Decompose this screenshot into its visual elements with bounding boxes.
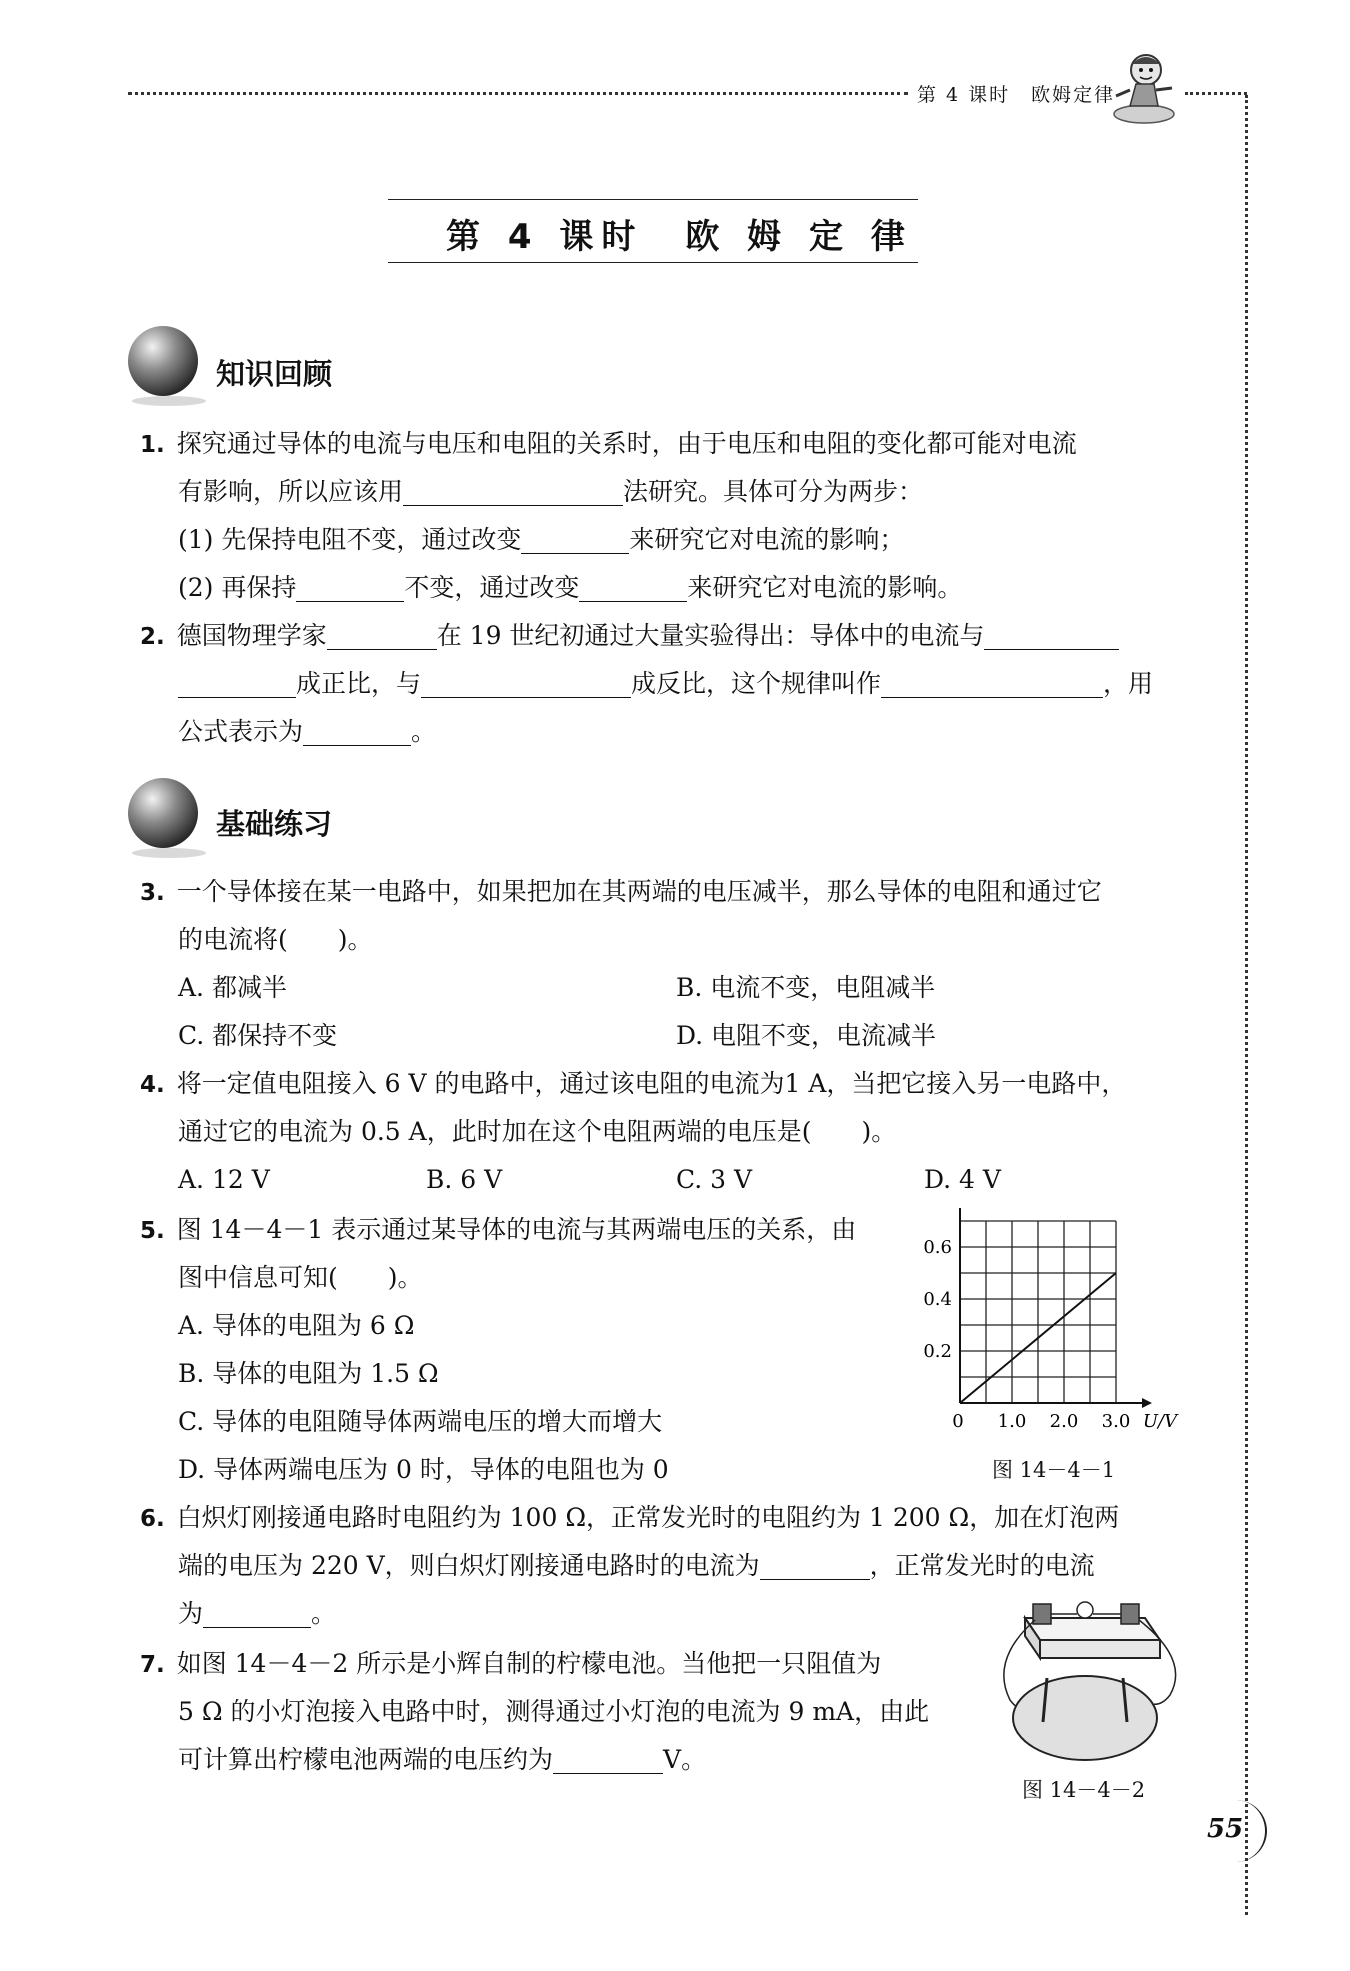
q2-line2: 成正比，与 成反比，这个规律叫作 ，用 (178, 660, 1153, 708)
q5-option-b: B. 导体的电阻为 1.5 Ω (178, 1359, 439, 1388)
answer-blank[interactable] (296, 571, 404, 602)
q2-number: 2. (140, 624, 165, 650)
q6-number: 6. (140, 1506, 165, 1532)
q3-option-b: B. 电流不变，电阻减半 (676, 973, 936, 1002)
q3-option-d: D. 电阻不变，电流减半 (676, 1021, 937, 1050)
q4-option-b: B. 6 V (426, 1165, 503, 1194)
answer-blank[interactable] (178, 667, 296, 698)
q2-line3: 公式表示为 。 (178, 717, 437, 746)
section-title-practice: 基础练习 (216, 807, 333, 841)
figure-caption-2: 图 14－4－2 (1022, 1778, 1146, 1802)
q1-number: 1. (140, 432, 165, 458)
q5-option-a: A. 导体的电阻为 6 Ω (178, 1311, 415, 1340)
mascot-illustration (1110, 48, 1182, 128)
q5-option-d: D. 导体两端电压为 0 时，导体的电阻也为 0 (178, 1455, 669, 1484)
q5-line2: 图中信息可知( )。 (178, 1263, 423, 1292)
answer-blank[interactable] (984, 619, 1119, 650)
running-header: 第 4 课时 欧姆定律 (917, 84, 1116, 106)
q3-option-a: A. 都减半 (178, 973, 287, 1002)
answer-blank[interactable] (303, 715, 411, 746)
answer-blank[interactable] (203, 1597, 311, 1628)
origin-label: 0 (952, 1411, 964, 1432)
answer-blank[interactable] (521, 523, 629, 554)
q6-line1: 6. 白炽灯刚接通电路时电阻约为 100 Ω，正常发光时的电阻约为 1 200 Ω，加在灯泡两 (140, 1503, 1120, 1532)
answer-blank[interactable] (760, 1549, 870, 1580)
x-axis-label: U/V (1142, 1411, 1178, 1432)
q1-line2: 有影响，所以应该用 法研究。具体可分为两步： (178, 477, 924, 506)
answer-blank[interactable] (421, 667, 631, 698)
q4-option-a: A. 12 V (178, 1165, 270, 1194)
section-ball-icon (128, 326, 198, 396)
q2-line1: 2. 德国物理学家 在 19 世纪初通过大量实验得出：导体中的电流与 (140, 612, 1119, 661)
q4-option-c: C. 3 V (676, 1165, 753, 1194)
q5-option-c: C. 导体的电阻随导体两端电压的增大而增大 (178, 1407, 663, 1436)
q3-number: 3. (140, 880, 165, 906)
y-tick-label: 0.2 (923, 1341, 952, 1362)
q6-line3: 为 。 (178, 1599, 337, 1628)
q3-line2: 的电流将( )。 (178, 925, 373, 954)
q1-step2: (2) 再保持 不变，通过改变 来研究它对电流的影响。 (178, 573, 963, 602)
q4-line2: 通过它的电流为 0.5 A，此时加在这个电阻两端的电压是( )。 (178, 1117, 897, 1146)
figure-caption-1: 图 14－4－1 (992, 1458, 1116, 1482)
answer-blank[interactable] (881, 667, 1103, 698)
page-number: 55 (1207, 1814, 1244, 1844)
q4-line1: 4. 将一定值电阻接入 6 V 的电路中，通过该电阻的电流为1 A，当把它接入另一电路中， (140, 1069, 1127, 1098)
q3-option-c: C. 都保持不变 (178, 1021, 338, 1050)
page-title: 第 4 课时 欧 姆 定 律 (446, 217, 913, 257)
q7-number: 7. (140, 1652, 165, 1678)
x-tick-label: 2.0 (1049, 1411, 1079, 1432)
q4-option-d: D. 4 V (924, 1165, 1001, 1194)
y-tick-label: 0.4 (923, 1289, 952, 1310)
current-voltage-chart (915, 1208, 1195, 1448)
q6-line2: 端的电压为 220 V，则白炽灯刚接通电路时的电流为 ，正常发光时的电流 (178, 1551, 1095, 1580)
x-axis-arrow (1142, 1398, 1152, 1408)
q7-line3: 可计算出柠檬电池两端的电压约为 V。 (178, 1745, 707, 1774)
lemon-battery-illustration (985, 1600, 1195, 1770)
answer-blank[interactable] (403, 475, 623, 506)
q1-line1: 1. 探究通过导体的电流与电压和电阻的关系时，由于电压和电阻的变化都可能对电流 (140, 429, 1077, 458)
q3-line1: 3. 一个导体接在某一电路中，如果把加在其两端的电压减半，那么导体的电阻和通过它 (140, 877, 1102, 906)
q5-number: 5. (140, 1218, 165, 1244)
section-title-review: 知识回顾 (216, 357, 333, 391)
x-tick-label: 1.0 (997, 1411, 1027, 1432)
answer-blank[interactable] (579, 571, 687, 602)
section-ball-icon (128, 778, 198, 848)
q5-line1: 5. 图 14－4－1 表示通过某导体的电流与其两端电压的关系，由 (140, 1215, 857, 1244)
y-tick-label: 0.6 (923, 1237, 952, 1258)
q4-number: 4. (140, 1072, 165, 1098)
answer-blank[interactable] (327, 619, 437, 650)
q1-step1: (1) 先保持电阻不变，通过改变 来研究它对电流的影响； (178, 525, 905, 554)
q7-line2: 5 Ω 的小灯泡接入电路中时，测得通过小灯泡的电流为 9 mA，由此 (178, 1697, 930, 1726)
answer-blank[interactable] (553, 1743, 663, 1774)
q7-line1: 7. 如图 14－4－2 所示是小辉自制的柠檬电池。当他把一只阻值为 (140, 1649, 882, 1678)
x-tick-label: 3.0 (1101, 1411, 1131, 1432)
